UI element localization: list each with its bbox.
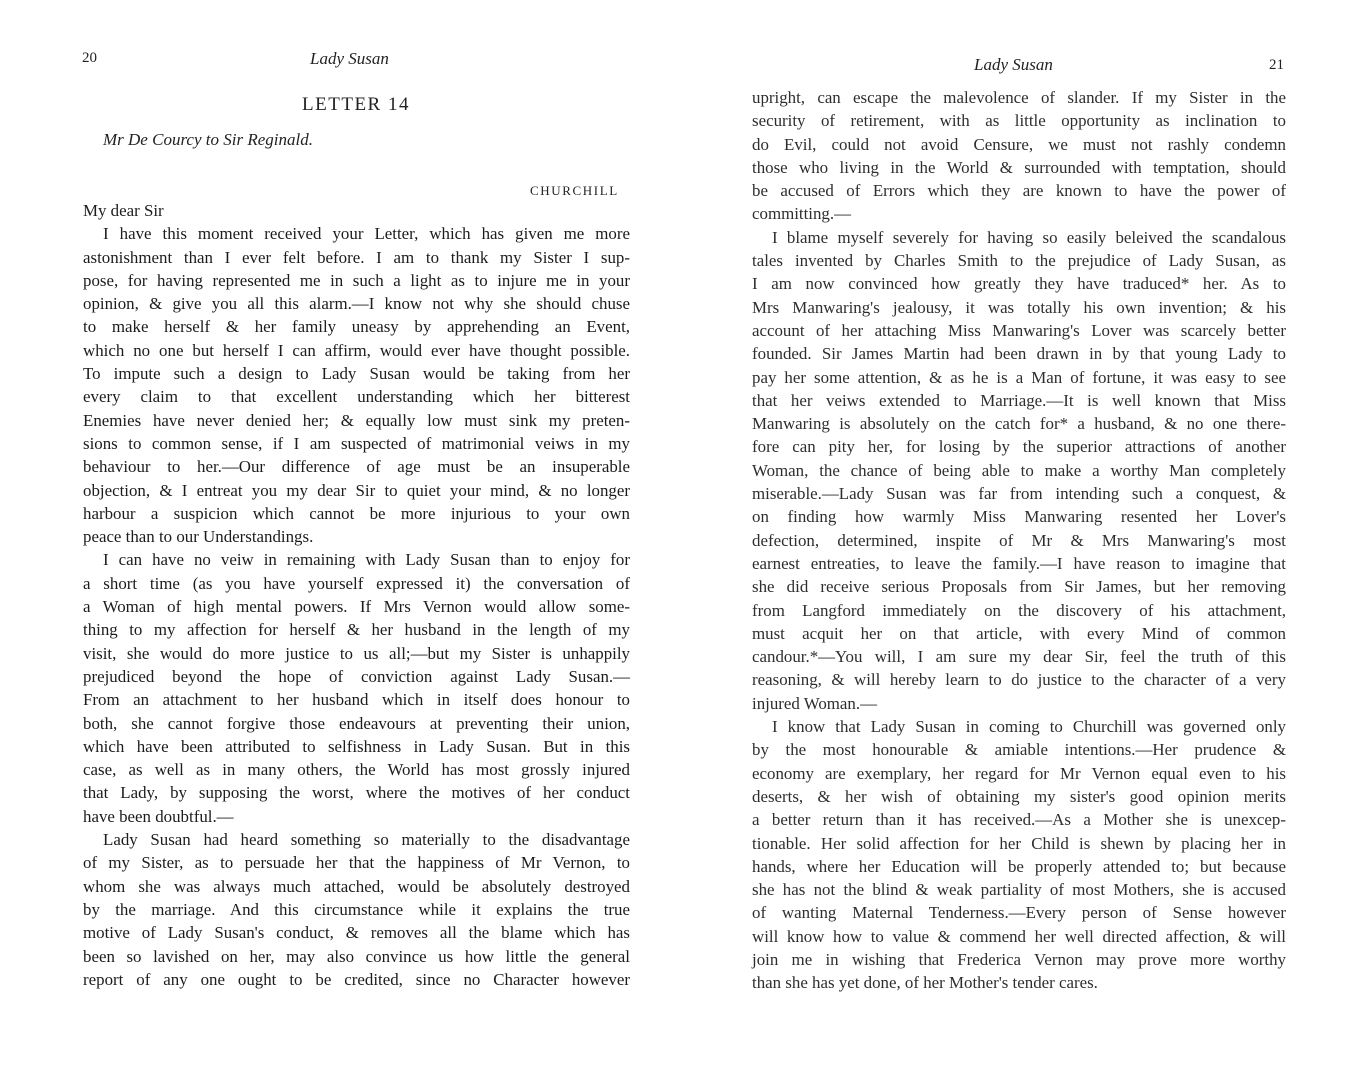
text-line: To impute such a design to Lady Susan would be taking from her	[83, 364, 630, 384]
text-line: she has not the blind & weak partiality of most Mothers, she is accused	[752, 880, 1286, 900]
text-line: founded. Sir James Martin had been drawn in by that young Lady to	[752, 344, 1286, 364]
text-line: I know that Lady Susan in coming to Churchill was governed only	[772, 717, 1286, 737]
text-line: Enemies have never denied her; & equally low must sink my preten-	[83, 410, 630, 430]
text-line: behaviour to her.—Our difference of age must be an insuperable	[83, 457, 630, 477]
letter-place: CHURCHILL	[530, 183, 619, 198]
text-line: both, she cannot forgive those endeavours at preventing their union,	[83, 713, 630, 733]
text-line: visit, she would do more justice to us all;—but my Sister is unhappily	[83, 643, 630, 663]
text-line: join me in wishing that Frederica Vernon may prove more worthy	[752, 949, 1286, 969]
text-line: to make herself & her family uneasy by apprehending an Event,	[83, 317, 630, 337]
text-line: from Langford immediately on the discovery of his attachment,	[752, 600, 1286, 620]
text-line: than she has yet done, of her Mother's tender cares.	[752, 973, 1098, 993]
text-line: prejudiced beyond the hope of conviction against Lady Susan.—	[83, 666, 630, 686]
text-line: pay her some attention, & as he is a Man of fortune, it was easy to see	[752, 367, 1286, 387]
text-line: Manwaring is absolutely on the catch for* a husband, & no one there-	[752, 414, 1286, 434]
text-line: of my Sister, as to persuade her that the happiness of Mr Vernon, to	[83, 853, 630, 873]
text-line: thing to my affection for herself & her husband in the length of my	[83, 620, 630, 640]
text-line: hands, where her Education will be properly attended to; but because	[752, 856, 1286, 876]
text-line: earnest entreaties, to leave the family.—I have reason to imagine that	[752, 553, 1286, 573]
text-line: Lady Susan had heard something so materially to the disadvantage	[103, 830, 630, 850]
left-page	[0, 0, 680, 1080]
text-line: account of her attaching Miss Manwaring's Lover was scarcely better	[752, 320, 1286, 340]
text-line: whom she was always much attached, would be absolutely destroyed	[83, 876, 630, 896]
text-line: committing.—	[752, 204, 851, 224]
text-line: a short time (as you have yourself expressed it) the conversation of	[83, 573, 630, 593]
text-line: astonishment than I ever felt before. I am to thank my Sister I sup-	[83, 247, 630, 267]
text-line: I blame myself severely for having so easily beleived the scandalous	[772, 227, 1286, 247]
text-line: she did receive serious Proposals from Sir James, but her removing	[752, 577, 1286, 597]
text-line: a better return than it has received.—As a Mother she is unexcep-	[752, 810, 1286, 830]
text-line: injured Woman.—	[752, 693, 877, 713]
text-line: every claim to that excellent understanding which her bitterest	[83, 387, 630, 407]
text-line: sions to common sense, if I am suspected of matrimonial veiws in my	[83, 433, 630, 453]
text-line: do Evil, could not avoid Censure, we must not rashly condemn	[752, 134, 1286, 154]
text-line: of wanting Maternal Tenderness.—Every person of Sense however	[752, 903, 1286, 923]
right-page	[682, 0, 1363, 1080]
text-line: Woman, the chance of being able to make a worthy Man completely	[752, 460, 1286, 480]
text-line: reasoning, & will hereby learn to do justice to the character of a very	[752, 670, 1286, 690]
text-line: those who living in the World & surrounded with temptation, should	[752, 157, 1286, 177]
text-line: report of any one ought to be credited, since no Character however	[83, 969, 630, 989]
text-line: motive of Lady Susan's conduct, & removes all the blame which has	[83, 923, 630, 943]
text-line: defection, determined, inspite of Mr & Mrs Manwaring's most	[752, 530, 1286, 550]
text-line: be accused of Errors which they are known to have the power of	[752, 181, 1286, 201]
text-line: which have been attributed to selfishness in Lady Susan. But in this	[83, 736, 630, 756]
text-line: that her veiws extended to Marriage.—It is well known that Miss	[752, 390, 1286, 410]
text-line: fore can pity her, for losing by the superior attractions of another	[752, 437, 1286, 457]
text-line: a Woman of high mental powers. If Mrs Vernon would allow some-	[83, 597, 630, 617]
text-line: From an attachment to her husband which in itself does honour to	[83, 690, 630, 710]
text-line: that Lady, by supposing the worst, where the motives of her conduct	[83, 783, 630, 803]
text-line: deserts, & her wish of obtaining my sister's good opinion merits	[752, 786, 1286, 806]
text-line: economy are exemplary, her regard for Mr Vernon equal even to his	[752, 763, 1286, 783]
text-line: I am now convinced how greatly they have traduced* her. As to	[752, 274, 1286, 294]
text-line: opinion, & give you all this alarm.—I know not why she should chuse	[83, 294, 630, 314]
text-line: on finding how warmly Miss Manwaring resented her Lover's	[752, 507, 1286, 527]
text-line: objection, & I entreat you my dear Sir to quiet your mind, & no longer	[83, 480, 630, 500]
running-head: Lady Susan	[310, 49, 389, 68]
text-line: pose, for having represented me in such a light as to injure me in your	[83, 270, 630, 290]
text-line: harbour a suspicion which cannot be more injurious to your own	[83, 503, 630, 523]
text-line: tionable. Her solid affection for her Child is shewn by placing her in	[752, 833, 1286, 853]
letter-title: LETTER 14	[302, 94, 410, 115]
text-line: will know how to value & commend her well directed affection, & will	[752, 926, 1286, 946]
text-line: must acquit her on that article, with every Mind of common	[752, 623, 1286, 643]
right-body-text	[752, 86, 1286, 995]
text-line: by the most honourable & amiable intentions.—Her prudence &	[752, 740, 1286, 760]
letter-subtitle: Mr De Courcy to Sir Reginald.	[103, 130, 313, 149]
page-number: 21	[1269, 57, 1284, 73]
text-line: been so lavished on her, may also convince us how little the general	[83, 946, 630, 966]
text-line: upright, can escape the malevolence of slander. If my Sister in the	[752, 88, 1286, 107]
page-number: 20	[82, 50, 97, 66]
text-line: by the marriage. And this circumstance while it explains the true	[83, 899, 630, 919]
text-line: Mrs Manwaring's jealousy, it was totally his own invention; & his	[752, 297, 1286, 317]
text-line: have been doubtful.—	[83, 806, 234, 826]
text-line: which no one but herself I can affirm, would ever have thought possible.	[83, 340, 630, 360]
text-line: tales invented by Charles Smith to the prejudice of Lady Susan, as	[752, 251, 1286, 271]
text-line: case, as well as in many others, the World has most grossly injured	[83, 760, 630, 780]
text-line: My dear Sir	[83, 201, 164, 220]
text-line: miserable.—Lady Susan was far from intending such a conquest, &	[752, 484, 1286, 504]
left-body-text	[83, 199, 630, 991]
text-line: peace than to our Understandings.	[83, 527, 314, 547]
text-line: candour.*—You will, I am sure my dear Sir, feel the truth of this	[752, 647, 1286, 667]
text-line: I have this moment received your Letter, which has given me more	[103, 224, 630, 244]
text-line: security of retirement, with as little opportunity as inclination to	[752, 111, 1286, 131]
running-head: Lady Susan	[974, 55, 1053, 74]
text-line: I can have no veiw in remaining with Lady Susan than to enjoy for	[103, 550, 630, 570]
